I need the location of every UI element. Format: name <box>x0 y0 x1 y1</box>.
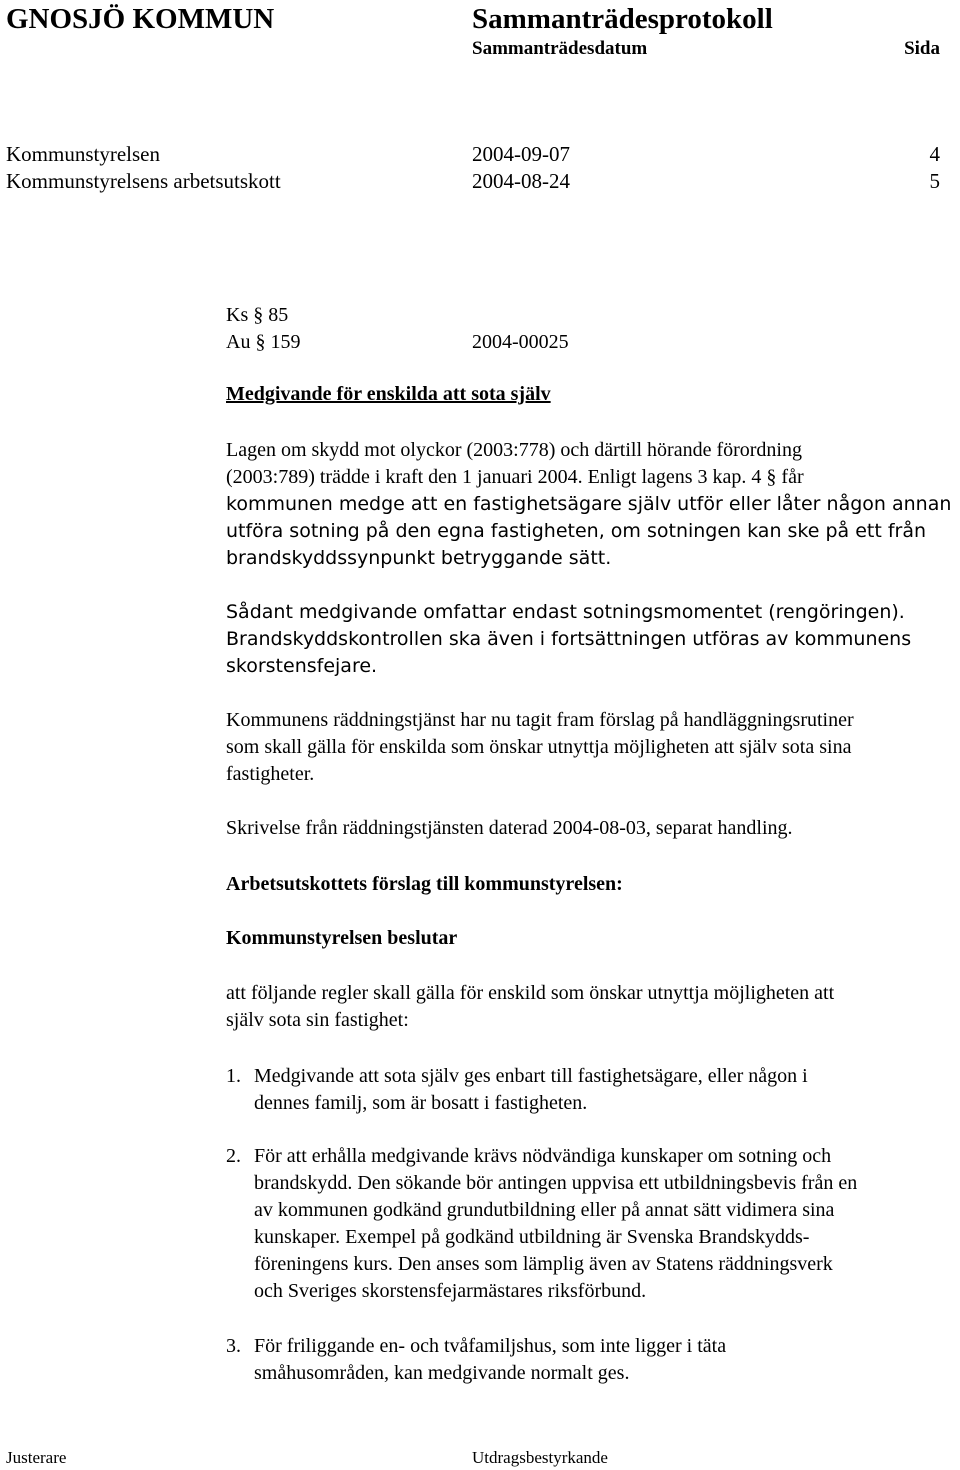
meeting-body-1: Kommunstyrelsen <box>6 142 160 166</box>
text-line: utföra sotning på den egna fastigheten, om sotningen kan ske på ett från <box>226 520 927 542</box>
decision-heading: Kommunstyrelsen beslutar <box>226 927 458 949</box>
proposal-heading: Arbetsutskottets förslag till kommunstyrelsen: <box>226 873 623 895</box>
text-line: Lagen om skydd mot olyckor (2003:778) och därtill hörande förordning <box>226 439 802 461</box>
document-type: Sammanträdesprotokoll <box>472 3 773 35</box>
footer-adjusters-label: Justerare <box>6 1448 67 1467</box>
ks-paragraph-number: Ks § 85 <box>226 304 289 326</box>
text-line: brandskydd. Den sökande bör antingen uppvisa ett utbildningsbevis från en <box>254 1172 858 1194</box>
text-line: och Sveriges skorstensfejarmästares riksförbund. <box>254 1280 647 1302</box>
rule-number: 3. <box>226 1335 241 1357</box>
au-paragraph-number: Au § 159 <box>226 331 301 353</box>
text-line: föreningens kurs. Den anses som lämplig även av Statens räddningsverk <box>254 1253 833 1275</box>
meeting-date-1: 2004-09-07 <box>472 142 570 166</box>
rule-number: 2. <box>226 1145 241 1167</box>
paragraph-decision-intro <box>226 980 960 1034</box>
case-title: Medgivande för enskilda att sota själv <box>226 383 551 405</box>
text-line: själv sota sin fastighet: <box>226 1009 409 1031</box>
case-number: 2004-00025 <box>472 331 569 353</box>
text-line: kommunen medge att en fastighetsägare själv utför eller låter någon annan <box>226 493 952 515</box>
meeting-date-2: 2004-08-24 <box>472 169 570 193</box>
rule-text <box>254 1333 960 1387</box>
paragraph-proposal-background <box>226 707 960 788</box>
text-line: skorstensfejare. <box>226 655 378 677</box>
text-line: (2003:789) trädde i kraft den 1 januari 2004. Enligt lagens 3 kap. 4 § får <box>226 466 804 488</box>
text-line: brandskyddssynpunkt betryggande sätt. <box>226 547 612 569</box>
meeting-page-2: 5 <box>929 169 940 193</box>
footer-certification-label: Utdragsbestyrkande <box>472 1448 608 1467</box>
text-line: För friliggande en- och tvåfamiljshus, som inte ligger i täta <box>254 1335 727 1357</box>
text-line: Brandskyddskontrollen ska även i fortsättningen utföras av kommunens <box>226 628 912 650</box>
meeting-page-1: 4 <box>929 142 940 166</box>
paragraph-scope <box>226 599 960 680</box>
text-line: Medgivande att sota själv ges enbart till fastighetsägare, eller någon i <box>254 1065 808 1087</box>
text-line: För att erhålla medgivande krävs nödvändiga kunskaper om sotning och <box>254 1145 832 1167</box>
text-line: av kommunen godkänd grundutbildning eller på annat sätt vidimera sina <box>254 1199 835 1221</box>
rule-number: 1. <box>226 1065 241 1087</box>
text-line: dennes familj, som är bosatt i fastigheten. <box>254 1092 588 1114</box>
text-line: att följande regler skall gälla för enskild som önskar utnyttja möjligheten att <box>226 982 835 1004</box>
text-line: kunskaper. Exempel på godkänd utbildning är Svenska Brandskydds- <box>254 1226 810 1248</box>
meeting-body-2: Kommunstyrelsens arbetsutskott <box>6 169 281 193</box>
paragraph-law-background <box>226 437 960 572</box>
text-line: Skrivelse från räddningstjänsten daterad 2004-08-03, separat handling. <box>226 817 793 839</box>
paragraph-reference <box>226 815 960 842</box>
text-line: Sådant medgivande omfattar endast sotningsmomentet (rengöringen). <box>226 601 905 623</box>
text-line: småhusområden, kan medgivande normalt ges. <box>254 1362 630 1384</box>
text-line: fastigheter. <box>226 763 315 785</box>
rule-text <box>254 1063 960 1117</box>
page-label: Sida <box>904 38 940 59</box>
meeting-date-label: Sammanträdesdatum <box>472 38 648 59</box>
municipality-name: GNOSJÖ KOMMUN <box>6 3 275 35</box>
text-line: som skall gälla för enskilda som önskar utnyttja möjligheten att själv sota sina <box>226 736 852 758</box>
text-line: Kommunens räddningstjänst har nu tagit fram förslag på handläggningsrutiner <box>226 709 854 731</box>
rule-text <box>254 1143 960 1305</box>
